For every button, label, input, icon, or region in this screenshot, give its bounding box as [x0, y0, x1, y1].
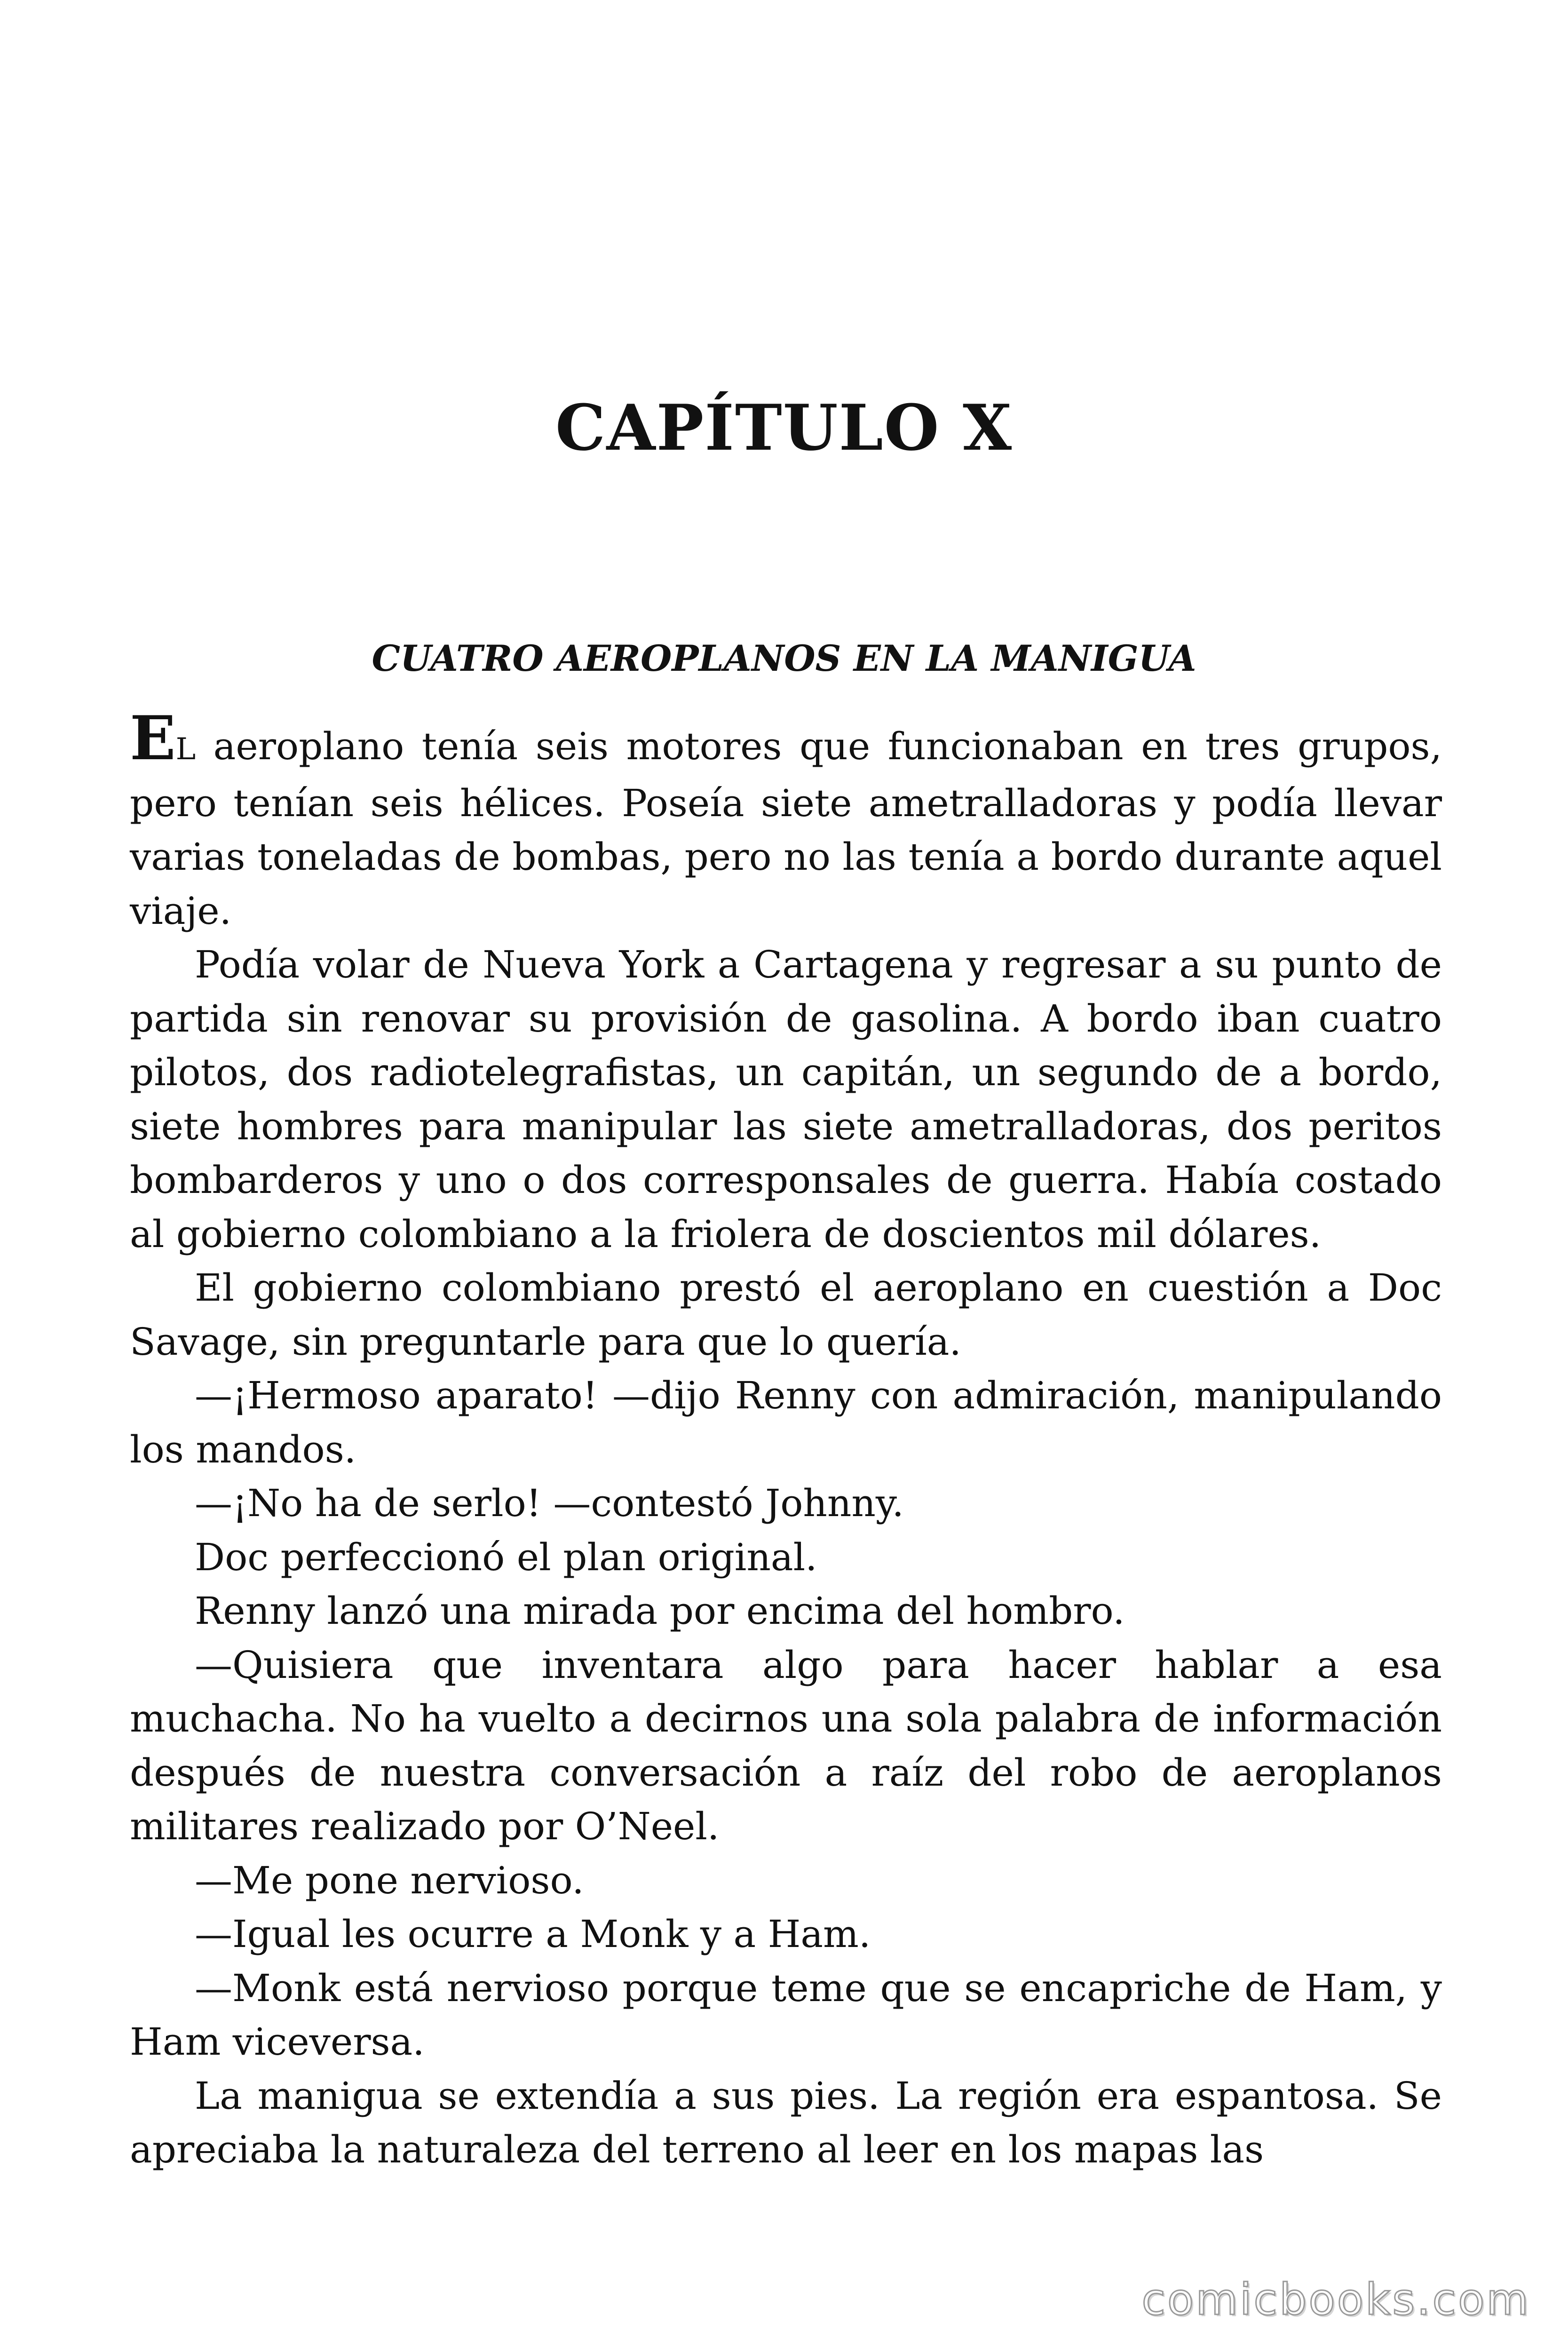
paragraph: Renny lanzó una mirada por encima del hombro.	[195, 1589, 1125, 1633]
smallcap-letter: L	[175, 732, 196, 767]
paragraph: —Igual les ocurre a Monk y a Ham.	[195, 1912, 871, 1956]
watermark: comicbooks.com	[1141, 2274, 1530, 2325]
paragraph: La manigua se extendía a sus pies. La región era espantosa. Se apreciaba la naturaleza del terreno al leer en los mapas las	[130, 2074, 1442, 2171]
paragraph: —¡Hermoso aparato! —dijo Renny con admiración, manipulando los mandos.	[130, 1374, 1442, 1471]
paragraph: —Me pone nervioso.	[195, 1858, 584, 1902]
chapter-body	[130, 703, 1442, 2177]
paragraph: El gobierno colombiano prestó el aeroplano en cuestión a Doc Savage, sin preguntarle para que lo quería.	[130, 1266, 1442, 1364]
chapter-subtitle: CUATRO AEROPLANOS EN LA MANIGUA	[372, 637, 1196, 679]
paragraph: Doc perfeccionó el plan original.	[195, 1535, 817, 1579]
drop-initial: E	[130, 703, 176, 774]
paragraph: —Monk está nervioso porque teme que se encapriche de Ham, y Ham viceversa.	[130, 1966, 1442, 2064]
paragraph: —Quisiera que inventara algo para hacer hablar a esa muchacha. No ha vuelto a decirnos una sola palabra de información después de nuestra conversación a raíz del robo de aeroplanos militares realizado por O’Neel.	[130, 1643, 1442, 1848]
paragraph: Podía volar de Nueva York a Cartagena y regresar a su punto de partida sin renovar su provisión de gasolina. A bordo iban cuatro pilotos, dos radiotelegrafistas, un capitán, un segundo de a bordo, siete hombres para manipular las siete ametralladoras, dos peritos bombarderos y uno o dos corresponsales de guerra. Había costado al gobierno colombiano a la friolera de doscientos mil dólares.	[130, 943, 1442, 1256]
paragraph: —¡No ha de serlo! —contestó Johnny.	[195, 1481, 904, 1525]
first-paragraph	[130, 703, 1442, 938]
chapter-title: CAPÍTULO X	[555, 390, 1013, 465]
first-paragraph-text: aeroplano tenía seis motores que funcionaban en tres grupos, pero tenían seis hélices. Poseía siete ametralladoras y podía llevar varias toneladas de bombas, pero no las tenía a bordo durante aquel viaje.	[130, 724, 1442, 933]
